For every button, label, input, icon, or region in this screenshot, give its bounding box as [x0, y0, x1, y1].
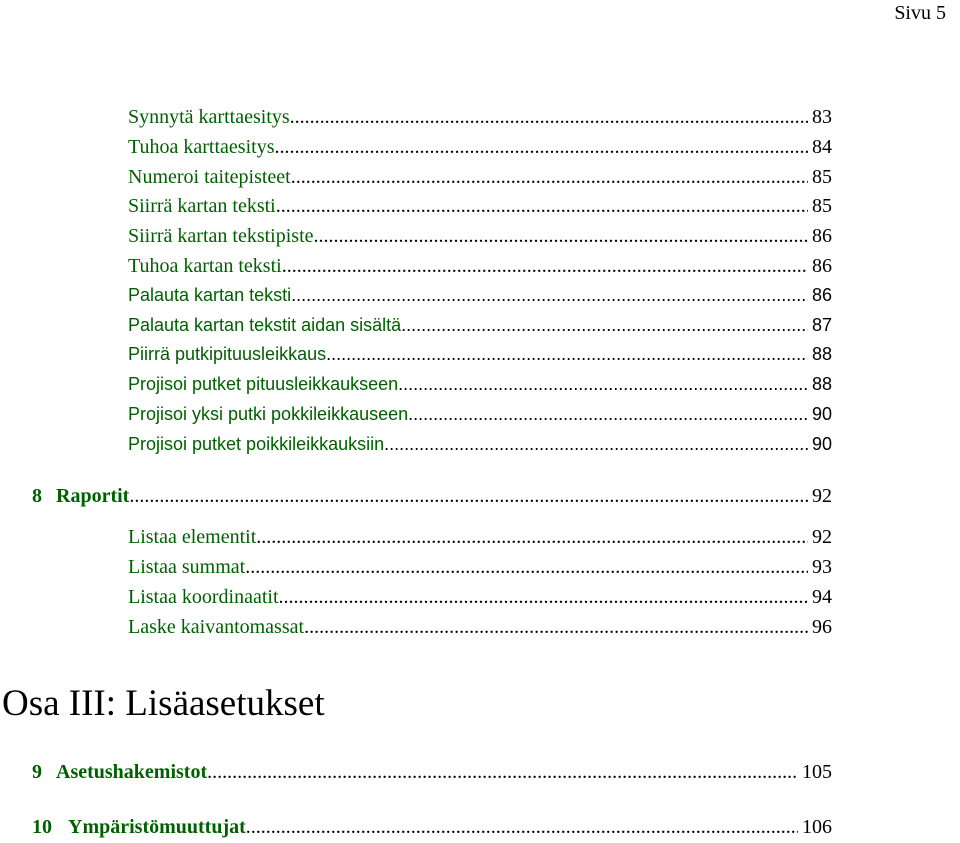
toc-chapter-page: 106	[802, 816, 832, 838]
toc-entry-title: Piirrä putkipituusleikkaus	[128, 344, 327, 364]
toc-entry-title: Siirrä kartan teksti	[128, 195, 276, 217]
toc-entry[interactable]	[128, 195, 832, 218]
toc-entry-title: Laske kaivantomassat	[128, 616, 305, 638]
dot-leader	[398, 374, 808, 395]
toc-entry-title: Tuhoa kartan teksti	[128, 255, 282, 277]
part-title: Osa III: Lisäasetukset	[2, 683, 325, 724]
toc-entry[interactable]	[128, 315, 832, 336]
toc-entry[interactable]	[128, 136, 832, 159]
toc-entry[interactable]	[128, 404, 832, 425]
toc-entry-page: 84	[812, 136, 832, 158]
toc-chapter-10[interactable]	[32, 816, 832, 839]
dot-leader	[304, 616, 808, 639]
dot-leader	[246, 816, 798, 839]
dot-leader	[256, 526, 808, 549]
toc-entry-title: Projisoi putket poikkileikkauksiin	[128, 434, 385, 454]
toc-entry-page: 94	[812, 586, 832, 608]
dot-leader	[129, 485, 808, 508]
toc-entry-page: 88	[811, 374, 832, 394]
toc-entry[interactable]	[128, 255, 832, 278]
toc-entry-title: Listaa elementit	[128, 526, 257, 548]
toc-entry[interactable]	[128, 225, 832, 248]
toc-chapter-title	[32, 816, 246, 839]
toc-entry[interactable]	[128, 166, 832, 189]
toc-entry-page: 87	[811, 315, 832, 335]
toc-entry[interactable]	[128, 434, 832, 455]
toc-entry-page: 86	[812, 255, 832, 277]
toc-entry-title: Palauta kartan teksti	[128, 285, 292, 305]
toc-entry[interactable]	[128, 526, 832, 549]
toc-chapter-8[interactable]	[32, 485, 832, 508]
toc-entry-page: 92	[812, 526, 832, 548]
toc-entry-page: 86	[811, 285, 832, 305]
chapter-title: Asetushakemistot	[56, 761, 208, 783]
dot-leader	[207, 761, 798, 784]
dot-leader	[291, 285, 808, 306]
toc-entry[interactable]	[128, 374, 832, 395]
toc-entry-page: 96	[812, 616, 832, 638]
toc-chapter-page: 92	[812, 485, 832, 507]
toc-entry-title: Projisoi putket pituusleikkaukseen	[128, 374, 399, 394]
dot-leader	[401, 315, 808, 336]
toc-entry-title: Siirrä kartan tekstipiste	[128, 225, 314, 247]
toc-entry-page: 85	[812, 166, 832, 188]
toc-entry[interactable]	[128, 586, 832, 609]
dot-leader	[408, 404, 808, 425]
dot-leader	[245, 556, 808, 579]
dot-leader	[291, 166, 808, 189]
toc-chapter-9[interactable]	[32, 761, 832, 784]
dot-leader	[384, 434, 808, 455]
toc-entry-title: Listaa summat	[128, 556, 246, 578]
toc-entry[interactable]	[128, 106, 832, 129]
dot-leader	[276, 195, 808, 218]
toc-chapter-page: 105	[802, 761, 832, 783]
toc-entry-page: 90	[811, 434, 832, 454]
toc-entry-title: Numeroi taitepisteet	[128, 166, 291, 188]
toc-entry-page: 85	[812, 195, 832, 217]
toc-chapter-title	[32, 761, 207, 784]
toc-entry[interactable]	[128, 616, 832, 639]
chapter-number: 8	[32, 485, 42, 507]
dot-leader	[279, 586, 808, 609]
toc-entry-page: 90	[811, 404, 832, 424]
dot-leader	[290, 106, 808, 129]
dot-leader	[314, 225, 808, 248]
page-number-header: Sivu 5	[894, 2, 946, 24]
dot-leader	[326, 344, 808, 365]
toc-entry-page: 93	[812, 556, 832, 578]
chapter-title: Raportit	[56, 485, 130, 507]
toc-entry-page: 88	[811, 344, 832, 364]
toc-entry-title: Projisoi yksi putki pokkileikkauseen	[128, 404, 409, 424]
toc-entry-title: Palauta kartan tekstit aidan sisältä	[128, 315, 402, 335]
chapter-title: Ympäristömuuttujat	[68, 816, 246, 838]
toc-entry-page: 83	[812, 106, 832, 128]
toc-entry[interactable]	[128, 344, 832, 365]
dot-leader	[282, 255, 808, 278]
toc-entry-title: Listaa koordinaatit	[128, 586, 279, 608]
toc-entry-title: Synnytä karttaesitys	[128, 106, 290, 128]
toc-entry[interactable]	[128, 285, 832, 306]
toc-entry[interactable]	[128, 556, 832, 579]
chapter-number: 9	[32, 761, 42, 783]
toc-chapter-title	[32, 485, 129, 508]
toc-entry-page: 86	[812, 225, 832, 247]
dot-leader	[274, 136, 808, 159]
toc-entry-title: Tuhoa karttaesitys	[128, 136, 275, 158]
chapter-number: 10	[32, 816, 52, 838]
